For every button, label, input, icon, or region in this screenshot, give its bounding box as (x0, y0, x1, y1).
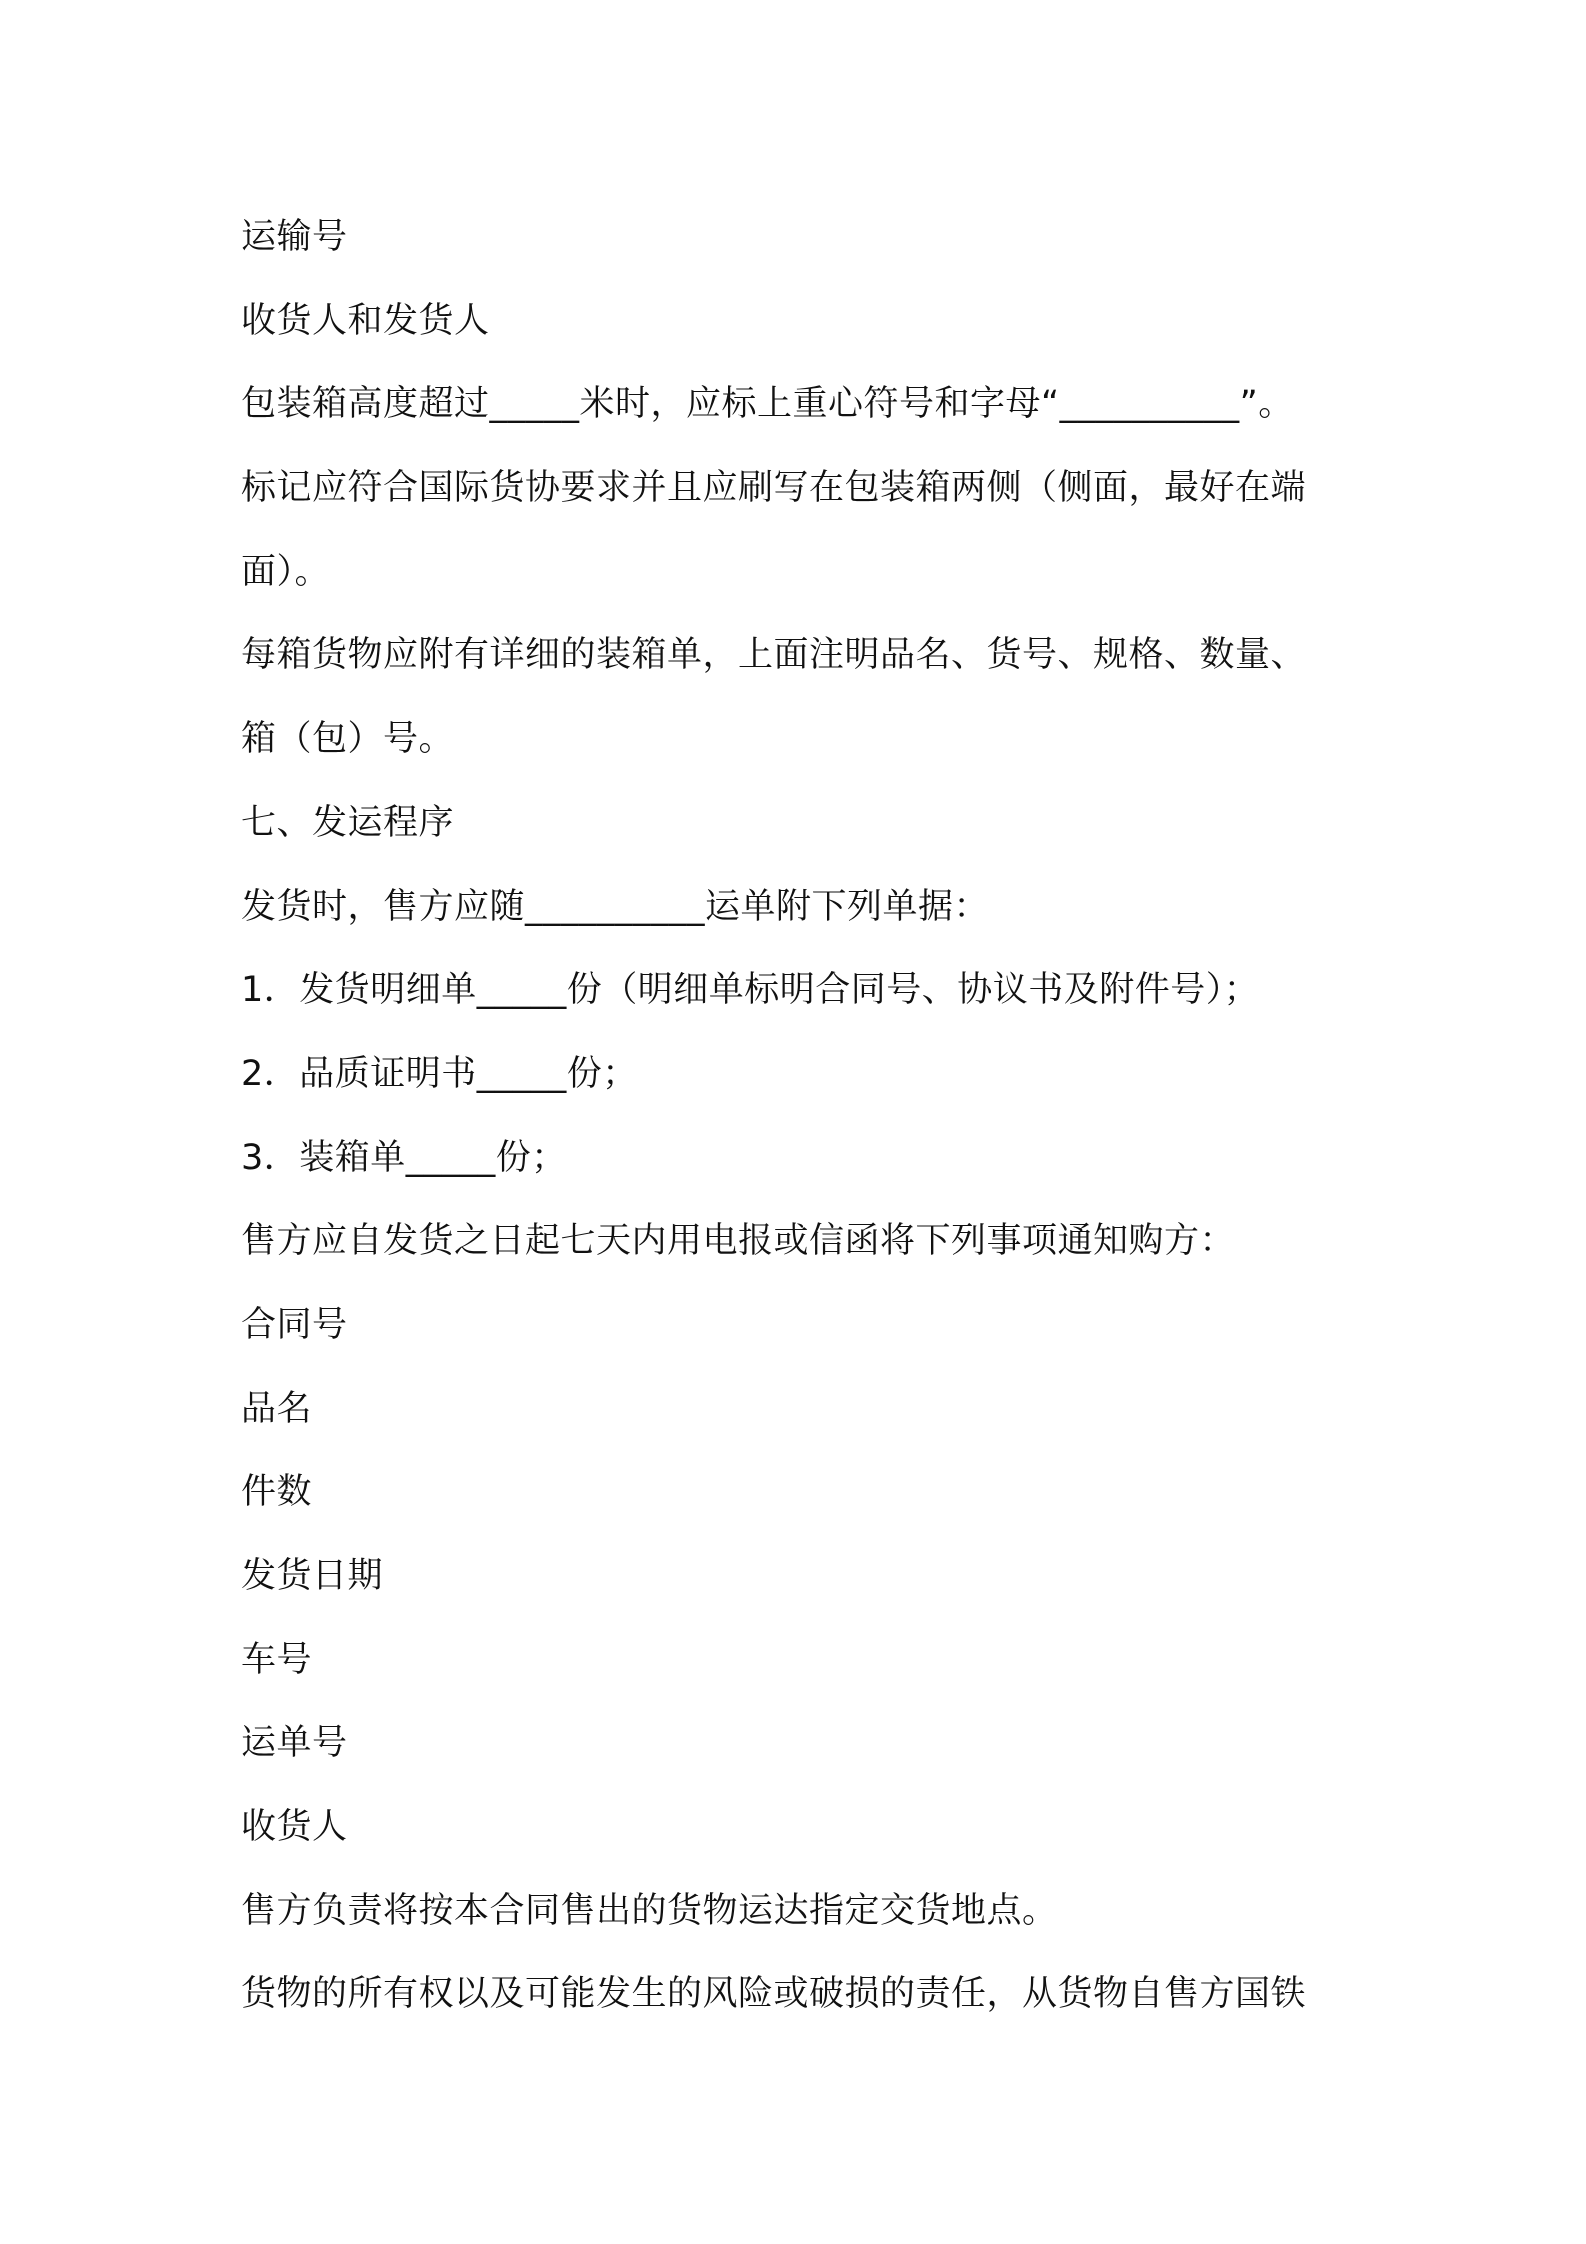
text-line: 收货人 (241, 1807, 348, 1848)
text-line: 售方负责将按本合同售出的货物运达指定交货地点。 (241, 1890, 1058, 1931)
list-item: 1．发货明细单_____份（明细单标明合同号、协议书及附件号）； (241, 970, 1260, 1011)
list-item: 2．品质证明书_____份； (241, 1053, 638, 1094)
list-item: 3．装箱单_____份； (241, 1137, 567, 1178)
text-line: 发货时，售方应随__________运单附下列单据： (241, 886, 990, 927)
text-line: 标记应符合国际货协要求并且应刷写在包装箱两侧（侧面，最好在端 (241, 468, 1307, 509)
section-heading: 七、发运程序 (241, 802, 455, 843)
text-line: 运输号 (241, 217, 348, 257)
text-line: 发货日期 (241, 1556, 384, 1596)
text-line: 货物的所有权以及可能发生的风险或破损的责任，从货物自售方国铁 (241, 1974, 1307, 2015)
text-line: 箱（包）号。 (241, 719, 455, 760)
text-line: 面）。 (241, 551, 331, 592)
text-line: 收货人和发货人 (241, 300, 490, 341)
text-line: 包装箱高度超过_____米时，应标上重心符号和字母“__________”。 (241, 384, 1294, 425)
document-body (241, 196, 1361, 2037)
text-line: 品名 (241, 1388, 313, 1429)
text-line: 售方应自发货之日起七天内用电报或信函将下列事项通知购方： (241, 1221, 1236, 1262)
text-line: 每箱货物应附有详细的装箱单，上面注明品名、货号、规格、数量、 (241, 635, 1307, 676)
text-line: 运单号 (241, 1723, 348, 1764)
text-line: 合同号 (241, 1304, 348, 1345)
text-line: 件数 (241, 1472, 313, 1513)
text-line: 车号 (241, 1639, 313, 1680)
